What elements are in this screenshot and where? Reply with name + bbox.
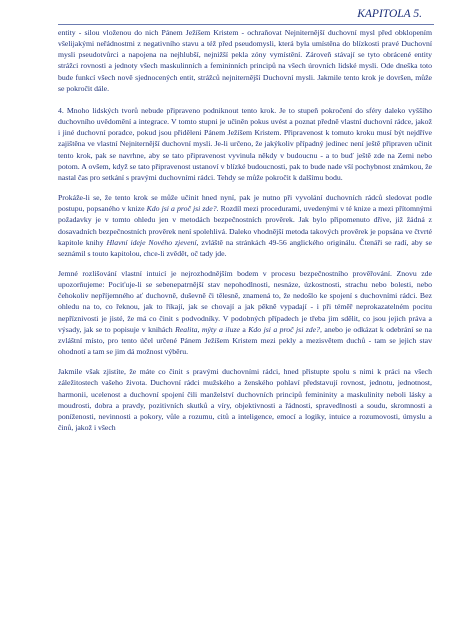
- book-title: Hlavní ideje Nového zjevení,: [106, 237, 199, 247]
- paragraph: Jemné rozlišování vlastní intuicí je nejrozhodnějším bodem v procesu bezpečnostního prověřování. Znovu zde upozorňujeme: Pociťuje-li se sebenepatrnější stav nepohodlnosti, nesnáze, úzkostnosti, strachu nebo bolesti, nebo čehokoliv nepříjemného ať duchovně, duševně či tělesně, znamená to, že nedošlo ke spojení s duchovními rádci. Bez ohledu na to, co řeknou, jak to říkají, jak se chovají a jak pěkně vypadají - i při téměř neprokazatelném pocitu nepříznivosti je jisté, že má co činit s podvodníky. V podobných případech je třeba jim sdělit, co jsou jejich práva a výsady, jak se to popisuje v knihách Realita, mýty a iluze a Kdo jsi a proč jsi zde?, anebo je odkázat k odebrání se na zvláštní místo, pro tento účel určené Pánem Ježíšem Kristem mezi pekly a mezisvětem duchů - tam se jejich stav ohodnotí a tam se jim dá možnost výběru.: [58, 268, 432, 357]
- paragraph: Jakmile však zjistíte, že máte co činit s pravými duchovními rádci, hned přistupte spolu s nimi k práci na všech záležitostech vašeho života. Duchovní rádci mužského a ženského pohlaví představují rovnost, jednotu, jednotnost, harmonii, ucelenost a duchovní spojení čili manželství duchovních principů femininity a maskulinity neboli lásky a moudrosti, dobra a pravdy, pozitivních skutků a víry, objektivnosti a řádnosti, spravedlnosti a soudu, skromnosti a poníženosti, nevinnosti a pokory, vůle a rozumu, citů a inteligence, emocí a logiky, intuice a rozumovosti, úmyslu a činů, jakož i všech: [58, 367, 432, 432]
- paragraph: 4. Mnoho lidských tvorů nebude připraveno podniknout tento krok. Je to stupeň pokročení do sféry daleko vyššího duchovního uvědomění a integrace. V tomto stupni je učiněn pokus uvést a poznat předně vlastní duchovní rádce, jakož i jiné duchovní poradce, pokud jsou přiděleni Pánem Ježíšem Kristem. Připravenost k tomuto kroku musí být nejdříve zajištěna ve vlastní Nejniternější duchovní mysli. Je-li určeno, že jakýkoliv případný jedinec není ještě připraven učinit tento krok, pak se navrhne, aby se tato připravenost vyvinula někdy v budoucnu - a to buď ještě zde na Zemi nebo potom. A ovšem, když se tato připravenost ustanoví v blízké budoucnosti, pak to bude nade vší pochybnost známkou, že nastal čas pro setkání s pravými duchovními rádci. Tehdy se může pokročit k dalšímu bodu.: [58, 105, 432, 182]
- header-rule: [58, 24, 434, 25]
- body-text: [58, 27, 432, 442]
- book-title: Realita, mýty a iluze: [175, 324, 240, 334]
- book-title: Kdo jsi a proč jsi zde?.: [146, 204, 219, 214]
- paragraph: entity - silou vloženou do nich Pánem Ježíšem Kristem - ochraňovat Nejniternější duchovní mysl před obklopením všelijakými neřádnostmi z negativního stavu a též před pseudomysli, která byla umístěna do blízkosti pravé Duchovní mysli pseudotvůrci a napojena na nejhlubší, nejnižší pekla zóny vymístění. Zároveň stávají se tyto obrácené entity strážci rovnosti a jednoty všech maskulinních a femininních principů na všech úrovních lidské mysli. Ode dneška toto bude funkcí všech nově sjednocených entit, strážců nejniternější Duchovní mysli. Jakmile tento krok je dovršen, může se pokročit dále.: [58, 28, 432, 93]
- book-title: Kdo jsi a proč jsi zde?,: [248, 324, 322, 334]
- chapter-header: KAPITOLA 5.: [357, 8, 422, 20]
- paragraph: Prokáže-li se, že tento krok se může učinit hned nyní, pak je nutno při vyvolání duchovních rádců sledovat podle postupu, popsaného v knize Kdo jsi a proč jsi zde?. Rozdíl mezi procedurami, uvedenými v té knize a mezi přítomnými požadavky je v tomto ohledu jen v metodách bezpečnostních prověrek. Jak bylo připomenuto dříve, již žádná z dosavadních bezpečnostních prověrek není spolehlivá. Daleko vhodnější metoda takových prověrek je popsána ve čtvrté kapitole knihy Hlavní ideje Nového zjevení, zvláště na stránkách 49-56 anglického originálu. Čtenáři se radí, aby se seznámil s touto kapitolou, chce-li zvědět, oč tady jde.: [58, 193, 432, 258]
